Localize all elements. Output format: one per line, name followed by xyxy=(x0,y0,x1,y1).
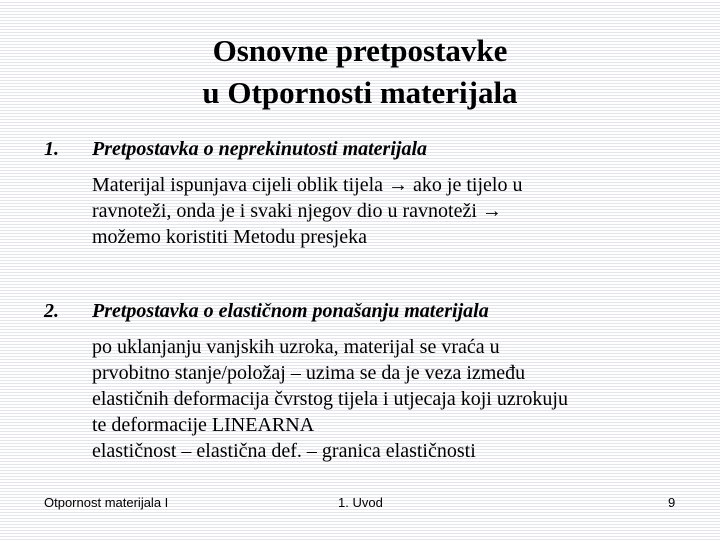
body-line: elastičnih deformacija čvrstog tijela i utjecaja koji uzrokuju xyxy=(92,388,568,410)
slide-title xyxy=(0,30,720,114)
footer-section: 1. Uvod xyxy=(338,495,383,510)
footer-course: Otpornost materijala I xyxy=(44,495,169,510)
item-heading: Pretpostavka o elastičnom ponašanju materijala xyxy=(92,300,489,322)
body-line: Materijal ispunjava cijeli oblik tijela → ako je tijelo u xyxy=(92,174,523,196)
body-line: prvobitno stanje/položaj – uzima se da je veza između xyxy=(92,362,526,384)
title-line-1: Osnovne pretpostavke xyxy=(212,33,508,68)
item-heading: Pretpostavka o neprekinutosti materijala xyxy=(92,138,428,160)
body-line: te deformacije LINEARNA xyxy=(92,414,315,436)
item-body xyxy=(92,334,692,464)
item-number: 1. xyxy=(44,138,59,160)
title-line-2: u Otpornosti materijala xyxy=(202,75,518,110)
body-line: ravnoteži, onda je i svaki njegov dio u ravnoteži → xyxy=(92,200,502,222)
item-number: 2. xyxy=(44,300,59,322)
body-line: možemo koristiti Metodu presjeka xyxy=(92,226,367,248)
body-line: po uklanjanju vanjskih uzroka, materijal se vraća u xyxy=(92,336,500,358)
item-body xyxy=(92,172,692,250)
body-line: elastičnost – elastična def. – granica elastičnosti xyxy=(92,440,476,462)
page-number: 9 xyxy=(668,495,676,510)
